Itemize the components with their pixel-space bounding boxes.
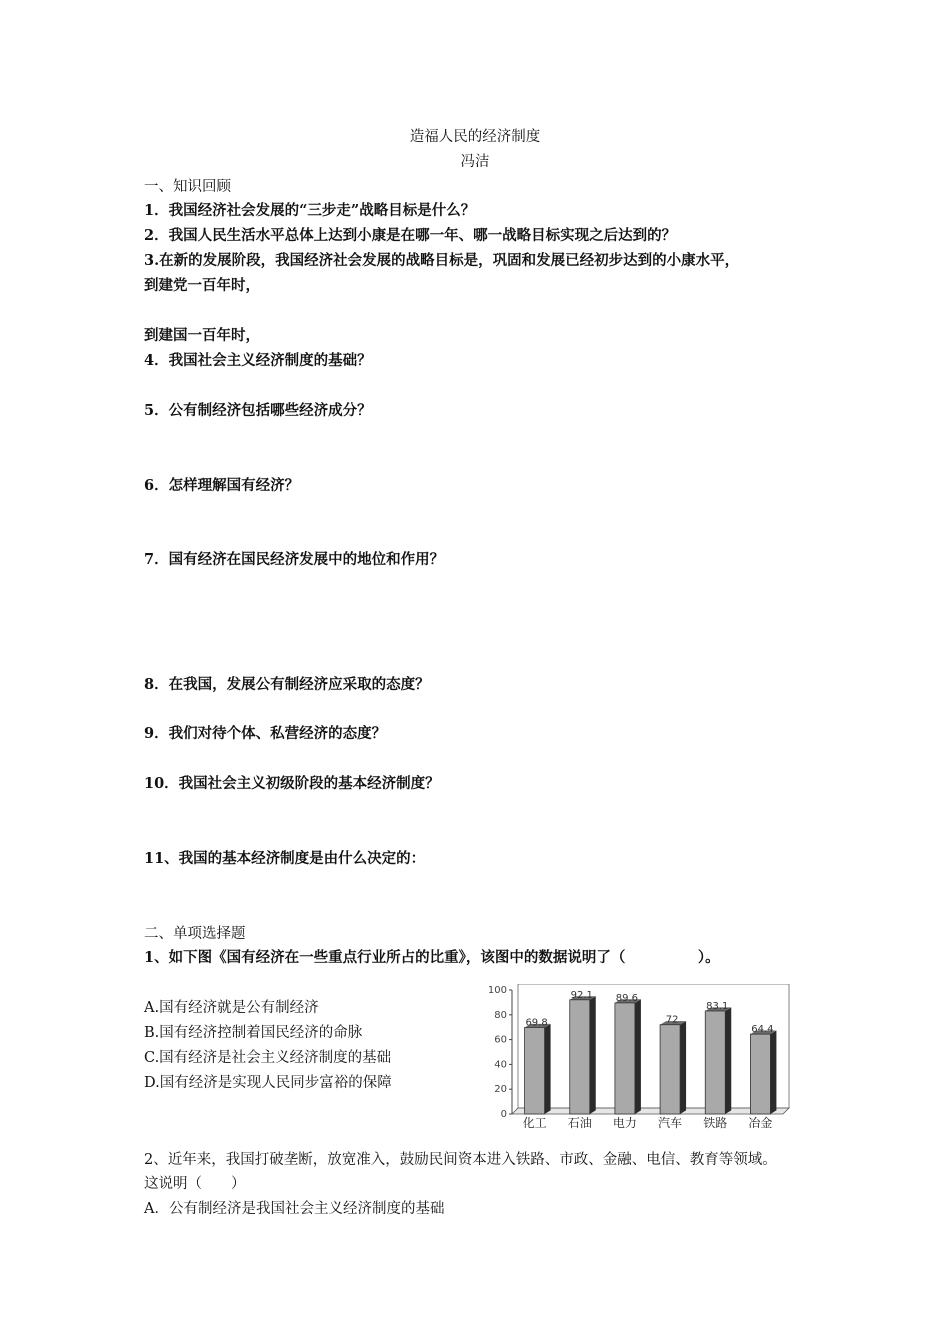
question-3-line1: 3.在新的发展阶段，我国经济社会发展的战略目标是，巩固和发展已经初步达到的小康水平，: [144, 252, 740, 269]
chart-back-wall: [518, 984, 789, 1108]
y-tick-label: 20: [494, 1084, 507, 1096]
bar-data-label: 89.6: [615, 992, 639, 1004]
mc2-stem-line1: 2、近年来，我国打破垄断，放宽准入，鼓励民间资本进入铁路、市政、金融、电信、教育等领域。: [144, 1152, 777, 1168]
mc1-option-c: C.国有经济是社会主义经济制度的基础: [144, 1050, 392, 1066]
bar-data-label: 83.1: [706, 1000, 729, 1012]
x-category-label: 电力: [612, 1116, 637, 1130]
bar: [750, 1034, 770, 1114]
question-2: 2．我国人民生活水平总体上达到小康是在哪一年、哪一战略目标实现之后达到的？: [144, 227, 677, 244]
x-category-label: 汽车: [658, 1116, 683, 1130]
question-7: 7．国有经济在国民经济发展中的地位和作用？: [144, 551, 445, 568]
bar: [570, 1000, 590, 1114]
bar-data-label: 92.1: [570, 989, 593, 1001]
question-5: 5．公有制经济包括哪些经济成分？: [144, 402, 372, 419]
question-1: 1．我国经济社会发展的“三步走”战略目标是什么？: [144, 202, 476, 219]
bar-side: [680, 1021, 686, 1114]
mc1-stem: 1、如下图《国有经济在一些重点行业所占的比重》，该图中的数据说明了（ ）。: [144, 949, 720, 966]
document-author: 冯洁: [460, 154, 490, 170]
bar-side: [635, 999, 641, 1114]
mc1-option-b: B.国有经济控制着国民经济的命脉: [144, 1025, 363, 1041]
y-tick-label: 80: [494, 1009, 507, 1021]
x-category-label: 冶金: [748, 1116, 773, 1130]
y-tick-label: 0: [500, 1109, 507, 1120]
y-tick-label: 100: [487, 985, 507, 996]
x-category-label: 化工: [522, 1116, 547, 1130]
document-title: 造福人民的经济制度: [409, 129, 541, 145]
question-8: 8．在我国，发展公有制经济应采取的态度？: [144, 676, 430, 693]
question-3-line3: 到建国一百年时，: [144, 327, 260, 344]
question-3-line2: 到建党一百年时，: [144, 277, 260, 294]
bar-side: [770, 1031, 776, 1114]
bar-data-label: 69.8: [525, 1017, 548, 1029]
section1-heading: 一、知识回顾: [144, 179, 231, 195]
bar-data-label: 64.4: [751, 1024, 774, 1036]
section2-heading: 二、单项选择题: [144, 926, 246, 942]
chart-floor: [512, 1108, 789, 1114]
state-economy-share-chart: [484, 984, 794, 1130]
bar: [660, 1025, 680, 1114]
mc2-option-a: A．公有制经济是我国社会主义经济制度的基础: [144, 1201, 445, 1217]
question-4: 4．我国社会主义经济制度的基础？: [144, 352, 372, 369]
bar-data-label: 72: [665, 1014, 679, 1026]
question-11: 11、我国的基本经济制度是由什么决定的：: [144, 850, 426, 867]
question-10: 10．我国社会主义初级阶段的基本经济制度？: [144, 775, 440, 792]
bar: [705, 1011, 725, 1114]
y-tick-label: 40: [494, 1059, 507, 1071]
mc1-option-a: A.国有经济就是公有制经济: [144, 1000, 319, 1016]
x-category-label: 铁路: [703, 1116, 728, 1130]
question-9: 9．我们对待个体、私营经济的态度？: [144, 725, 387, 742]
bar: [615, 1003, 635, 1114]
y-tick-label: 60: [494, 1034, 507, 1046]
bar-side: [545, 1024, 551, 1114]
bar-side: [725, 1007, 731, 1114]
bar: [525, 1027, 545, 1114]
bar-side: [590, 996, 596, 1114]
x-category-label: 石油: [567, 1116, 592, 1130]
question-6: 6．怎样理解国有经济？: [144, 477, 300, 494]
mc1-option-d: D.国有经济是实现人民同步富裕的保障: [144, 1075, 392, 1091]
mc2-stem-line2: 这说明（ ）: [144, 1176, 246, 1192]
